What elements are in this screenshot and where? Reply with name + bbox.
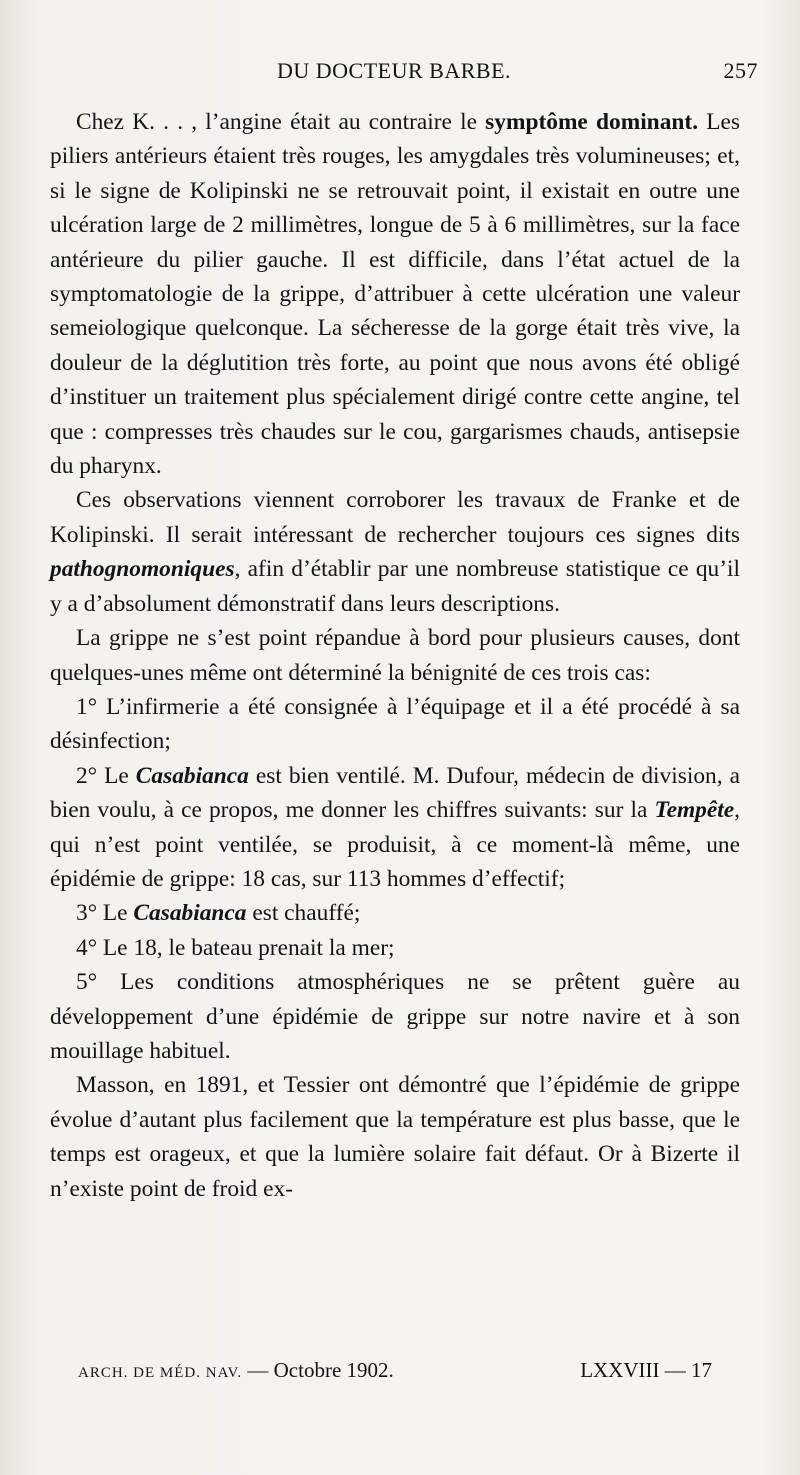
bold-text: symptôme dominant.	[485, 109, 699, 135]
footer-signature: LXXVIII — 17	[580, 1358, 712, 1382]
italic-text: pathognomoniques	[50, 556, 235, 583]
text-run: Masson, en 1891, et Tessier ont démontré que l’épidémie de grippe évolue d’autant plus facilement que la température est plus basse, que le temps est orageux, et que la lumière solaire fait défaut. Or à Bizerte il n’existe point de froid ex-	[50, 1072, 740, 1202]
text-run: 4° Le 18, le bateau prenait la mer;	[76, 934, 395, 961]
footer-journal: ARCH. DE MÉD. NAV.	[78, 1365, 243, 1381]
paragraph	[50, 931, 740, 965]
footer-citation	[78, 1358, 394, 1383]
text-run: Les piliers antérieurs étaient très rouges, les amygdales très volumineuses; et, si le signe de Kolipinski ne se retrouvait point, il existait en outre une ulcération large de 2 millimètres, longue de 5 à 6 millimètres, sur la face antérieure du pilier gauche. Il est difficile, dans l’état actuel de la symptomatologie de la grippe, d’attribuer à cette ulcération une valeur semeiologique quelconque. La sécheresse de la gorge était très vive, la douleur de la déglutition très forte, au point que nous avons été obligé d’instituer un traitement plus spécialement dirigé contre cette angine, tel que : compresses très chaudes sur le cou, gargarismes chauds, antisepsie du pharynx.	[50, 109, 741, 480]
paragraph	[50, 483, 740, 621]
paragraph	[50, 690, 740, 759]
text-run: est bien ventilé. M. Dufour, médecin de division, a bien voulu, à ce propos, me donner les chiffres suivants: sur la	[50, 762, 740, 824]
paragraph	[50, 1068, 740, 1206]
footer-date: — Octobre 1902.	[247, 1358, 394, 1382]
body-text	[50, 105, 740, 1206]
text-run: 1° L’infirmerie a été consignée à l’équipage et il a été procédé à sa désinfection;	[50, 693, 740, 755]
text-run: 2° Le	[76, 762, 136, 789]
text-run: La grippe ne s’est point répandue à bord pour plusieurs causes, dont quelques-unes même ont déterminé la bénignité de ces trois cas:	[50, 625, 740, 686]
text-run: Ces observations viennent corroborer les travaux de Franke et de Kolipinski. Il serait intéressant de rechercher toujours ces signes dits	[50, 487, 740, 548]
italic-text: Casabianca	[133, 900, 247, 927]
paragraph	[50, 965, 740, 1068]
italic-text: Casabianca	[135, 762, 249, 789]
text-run: Chez K. . . , l’angine était au contraire le	[76, 109, 486, 135]
paragraph	[50, 621, 740, 690]
text-run: , qui n’est point ventilée, se produisit, à ce moment-là même, une épidémie de grippe: 18 cas, sur 113 hommes d’effectif;	[50, 797, 740, 892]
running-head	[45, 58, 758, 88]
text-run: , afin d’établir par une nombreuse statistique ce qu’il y a d’absolument démonstratif dans leurs descriptions.	[50, 556, 740, 617]
text-run: 3° Le	[76, 900, 134, 927]
paragraph	[50, 896, 740, 930]
page-footer	[78, 1358, 742, 1388]
running-head-title: DU DOCTEUR BARBE.	[277, 58, 512, 83]
italic-text: Tempête	[654, 797, 735, 824]
paragraph	[50, 105, 740, 483]
text-run: est chauffé;	[246, 900, 361, 927]
text-run: 5° Les conditions atmosphériques ne se prêtent guère au développement d’une épidémie de grippe sur notre navire et à son mouillage habituel.	[50, 969, 740, 1064]
page-number: 257	[723, 58, 758, 83]
paragraph	[50, 759, 740, 897]
